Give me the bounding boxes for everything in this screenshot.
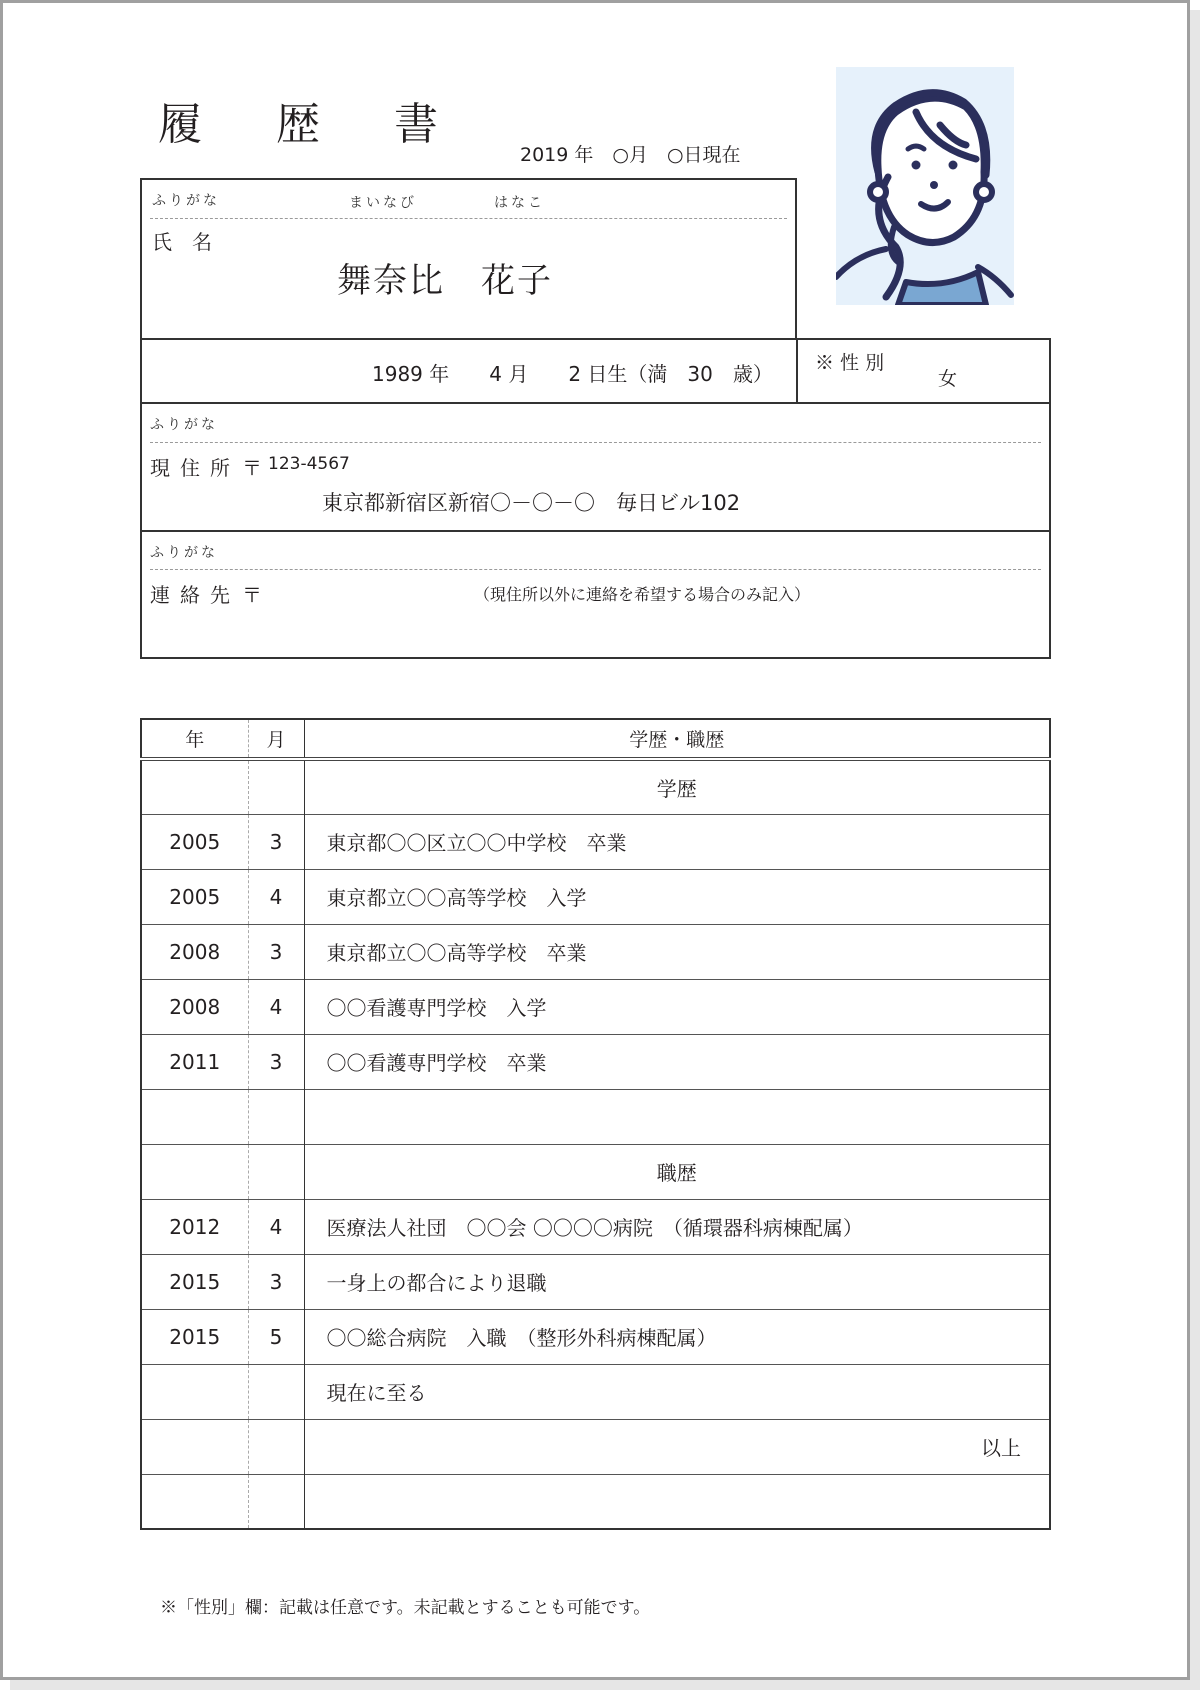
row-content[interactable]: 東京都立〇〇高等学校 卒業 (304, 924, 1050, 979)
row-content[interactable]: 医療法人社団 〇〇会 〇〇〇〇病院 （循環器科病棟配属） (304, 1199, 1050, 1254)
furigana-given[interactable]: はなこ (494, 195, 545, 211)
name-furigana-label: ふりがな (152, 193, 220, 209)
row-content[interactable]: 以上 (304, 1419, 1050, 1474)
table-row (141, 1419, 1050, 1474)
gender-label: ※ 性 別 (815, 352, 885, 374)
row-month[interactable]: 4 (248, 979, 304, 1034)
contact-note: （現住所以外に連絡を希望する場合のみ記入） (474, 585, 811, 604)
postal-code[interactable]: 123-4567 (268, 454, 350, 474)
document-title: 履 歴 書 (158, 99, 468, 150)
row-month[interactable]: 3 (248, 924, 304, 979)
header-year: 年 (141, 719, 248, 759)
row-year[interactable]: 2005 (141, 814, 248, 869)
table-row (141, 869, 1050, 924)
row-content[interactable] (304, 1089, 1050, 1144)
address-box (140, 402, 1051, 532)
header-content: 学歴・職歴 (304, 719, 1050, 759)
table-row (141, 1254, 1050, 1309)
divider (150, 569, 1041, 570)
date-line: 2019 年 ○月 ○日現在 (520, 144, 741, 166)
row-month[interactable]: 4 (248, 1199, 304, 1254)
id-photo (836, 67, 1014, 305)
header-month: 月 (248, 719, 304, 759)
table-row (141, 1089, 1050, 1144)
birth-row (140, 338, 1051, 404)
row-content[interactable]: 現在に至る (304, 1364, 1050, 1419)
row-content[interactable]: 学歴 (304, 759, 1050, 814)
row-content[interactable]: 東京都立〇〇高等学校 入学 (304, 869, 1050, 924)
row-month[interactable] (248, 1474, 304, 1529)
table-row (141, 814, 1050, 869)
table-row (141, 924, 1050, 979)
address-label: 現住所 (150, 456, 240, 480)
row-content[interactable]: 〇〇総合病院 入職 （整形外科病棟配属） (304, 1309, 1050, 1364)
row-year[interactable] (141, 1474, 248, 1529)
row-year[interactable]: 2008 (141, 979, 248, 1034)
education-work-history-table (140, 718, 1051, 1530)
row-content[interactable]: 〇〇看護専門学校 入学 (304, 979, 1050, 1034)
row-content[interactable]: 職歴 (304, 1144, 1050, 1199)
row-month[interactable] (248, 759, 304, 814)
row-month[interactable]: 3 (248, 814, 304, 869)
table-header-row (141, 719, 1050, 759)
table-row (141, 759, 1050, 814)
furigana-family[interactable]: まいなび (349, 195, 417, 211)
table-row (141, 1034, 1050, 1089)
row-month[interactable]: 5 (248, 1309, 304, 1364)
name-label: 氏 名 (152, 230, 212, 254)
row-year[interactable]: 2012 (141, 1199, 248, 1254)
table-row (141, 1474, 1050, 1529)
address-furigana-label: ふりがな (150, 417, 218, 433)
table-row (141, 1144, 1050, 1199)
row-month[interactable]: 3 (248, 1034, 304, 1089)
contact-furigana-label: ふりがな (150, 545, 218, 561)
postal-mark-icon: 〒 (242, 583, 262, 607)
row-year[interactable]: 2005 (141, 869, 248, 924)
contact-box (140, 530, 1051, 659)
row-year[interactable] (141, 1364, 248, 1419)
table-row (141, 1199, 1050, 1254)
name-box (140, 178, 797, 340)
row-year[interactable] (141, 1089, 248, 1144)
row-month[interactable] (248, 1144, 304, 1199)
row-month[interactable]: 3 (248, 1254, 304, 1309)
row-year[interactable]: 2015 (141, 1254, 248, 1309)
row-year[interactable] (141, 1419, 248, 1474)
row-year[interactable]: 2015 (141, 1309, 248, 1364)
row-year[interactable]: 2008 (141, 924, 248, 979)
name-value[interactable]: 舞奈比 花子 (337, 261, 553, 301)
row-year[interactable] (141, 759, 248, 814)
row-year[interactable]: 2011 (141, 1034, 248, 1089)
row-month[interactable]: 4 (248, 869, 304, 924)
row-content[interactable]: 東京都〇〇区立〇〇中学校 卒業 (304, 814, 1050, 869)
gender-value[interactable]: 女 (938, 368, 958, 390)
table-row (141, 1364, 1050, 1419)
row-month[interactable] (248, 1089, 304, 1144)
divider (796, 340, 798, 402)
row-content[interactable]: 〇〇看護専門学校 卒業 (304, 1034, 1050, 1089)
table-row (141, 979, 1050, 1034)
row-month[interactable] (248, 1419, 304, 1474)
row-year[interactable] (141, 1144, 248, 1199)
divider (150, 442, 1041, 443)
row-content[interactable]: 一身上の都合により退職 (304, 1254, 1050, 1309)
divider (150, 218, 787, 219)
postal-mark-icon: 〒 (242, 456, 262, 480)
birthdate-value[interactable]: 1989 年 4 月 2 日生（満 30 歳） (372, 362, 773, 386)
row-month[interactable] (248, 1364, 304, 1419)
woman-portrait-icon (836, 67, 1014, 305)
gender-footnote: ※「性別」欄：記載は任意です。未記載とすることも可能です。 (160, 1598, 651, 1618)
row-content[interactable] (304, 1474, 1050, 1529)
table-row (141, 1309, 1050, 1364)
contact-label: 連絡先 (150, 583, 240, 607)
address-value[interactable]: 東京都新宿区新宿〇－〇－〇 毎日ビル102 (322, 491, 741, 515)
